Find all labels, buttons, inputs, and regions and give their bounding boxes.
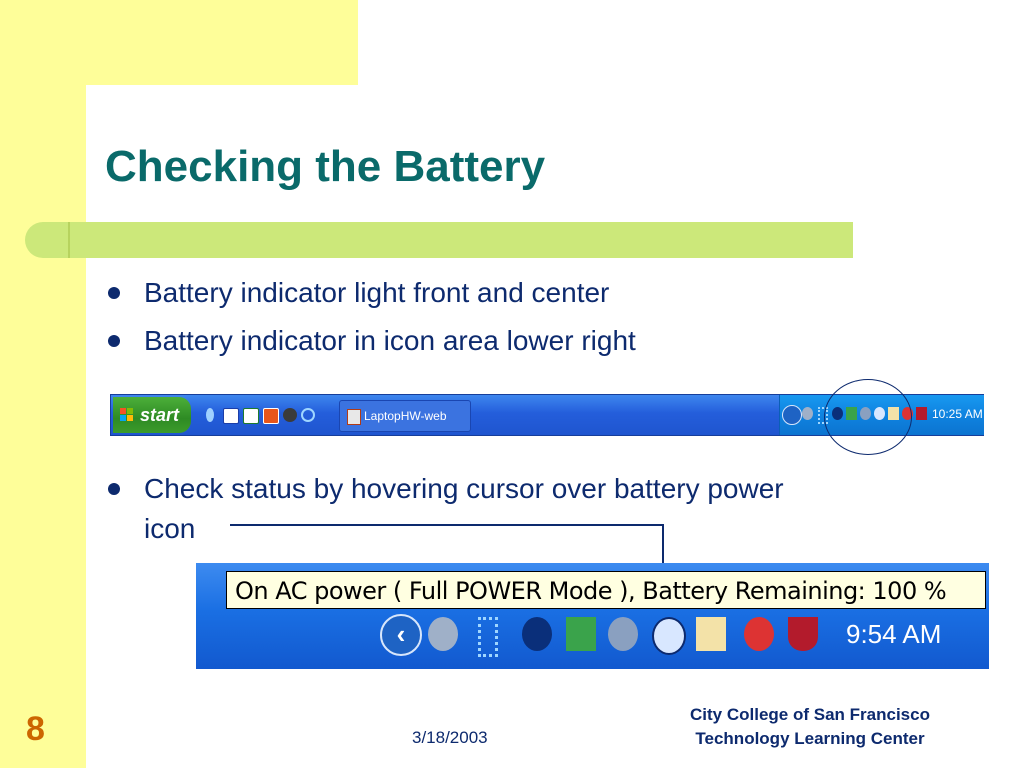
document-icon — [347, 409, 361, 425]
shield-icon[interactable] — [916, 407, 927, 420]
tray-clock[interactable]: 10:25 AM — [932, 407, 983, 421]
callout-line — [230, 524, 664, 526]
tray-clock[interactable]: 9:54 AM — [846, 619, 942, 649]
slide-number: 8 — [26, 710, 45, 748]
slide-title: Checking the Battery — [105, 142, 546, 191]
wireless-icon[interactable] — [478, 617, 498, 657]
notepad-icon[interactable] — [696, 617, 726, 651]
powerpoint-icon[interactable] — [263, 408, 279, 424]
battery-icon[interactable] — [652, 617, 686, 655]
media-icon[interactable] — [283, 408, 297, 422]
chevron-left-icon[interactable]: ‹ — [380, 614, 422, 656]
bullet-dot — [108, 483, 120, 495]
slide-date: 3/18/2003 — [412, 728, 488, 747]
taskbar-window-button[interactable] — [339, 400, 471, 432]
bullet-text: Battery indicator light front and center — [144, 277, 610, 308]
bullet-text: Battery indicator in icon area lower right — [144, 325, 636, 356]
speaker-icon[interactable] — [802, 407, 813, 420]
bullet-text: Check status by hovering cursor over battery power — [144, 473, 784, 504]
security-icon[interactable] — [744, 617, 774, 651]
title-underline-bar — [25, 222, 853, 258]
speaker-icon[interactable] — [428, 617, 458, 651]
start-button[interactable] — [113, 397, 191, 433]
yellow-side-band — [0, 0, 86, 768]
start-label: start — [140, 405, 180, 425]
windows-flag-icon — [120, 408, 134, 422]
org-line-1: City College of San Francisco — [690, 705, 930, 724]
ie-icon[interactable] — [301, 408, 315, 422]
window-title: LaptopHW-web — [364, 409, 447, 423]
chevron-left-icon[interactable] — [782, 405, 802, 425]
bullet-dot — [108, 335, 120, 347]
help-icon[interactable] — [206, 408, 214, 422]
excel-icon[interactable] — [243, 408, 259, 424]
battery-tooltip: On AC power ( Full POWER Mode ), Battery Remaining: 100 % — [226, 571, 986, 609]
organization-name — [660, 703, 960, 751]
network-icon[interactable] — [522, 617, 552, 651]
word-icon[interactable] — [223, 408, 239, 424]
bullet-dot — [108, 287, 120, 299]
gear-icon[interactable] — [608, 617, 638, 651]
highlight-circle — [824, 379, 912, 455]
title-bar-divider — [68, 222, 70, 258]
sync-icon[interactable] — [566, 617, 596, 651]
org-line-2: Technology Learning Center — [695, 729, 925, 748]
bullet-text-continued: icon — [144, 513, 196, 544]
shield-icon[interactable] — [788, 617, 818, 651]
